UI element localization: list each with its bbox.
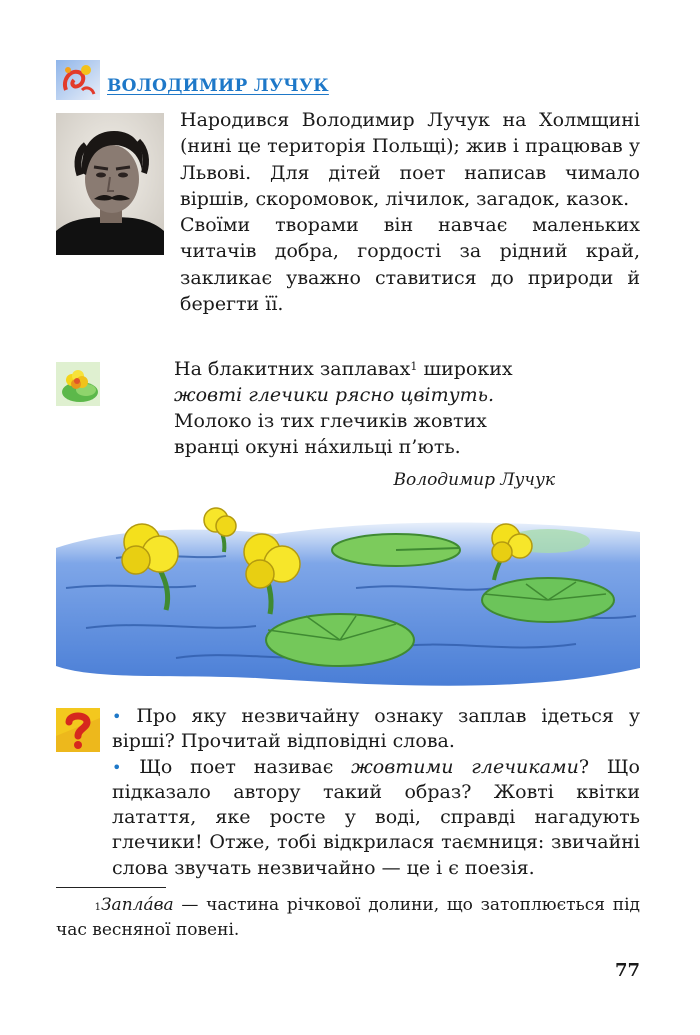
question-item	[112, 704, 640, 755]
poem-line-text: вранці окуні на	[174, 436, 329, 458]
poem-author: Володимир Лучук	[393, 470, 555, 490]
poem-line	[174, 434, 574, 460]
question-text: ? Що підказало автору такий образ? Жовті квітки латаття, яке росте у воді, справді нагадують глечики! Отже, тобі відкрилася таємниця: звичайні слова звучать незвичайно — це і є поезія.	[112, 755, 640, 879]
bullet-icon: •	[112, 707, 122, 726]
poem-line: Молоко із тих глечиків жовтих	[174, 410, 487, 432]
questions	[112, 704, 640, 881]
question-text: Про яку незвичайну ознаку заплав ідеться у вірші? Прочитай відповідні слова.	[112, 705, 640, 753]
question-item	[112, 755, 640, 881]
bio-paragraph: Народився Володимир Лучук на Холмщині (нині це територія Польщі); жив і працював у Львові. Для дітей поет написав чимало віршів, скоромовок, лічилок, загадок, казок.	[180, 109, 640, 210]
footnote-reference: 1	[410, 360, 418, 373]
poem-line-text: широких	[417, 358, 513, 380]
footnote-text-block	[56, 893, 640, 943]
water-lilies-illustration	[56, 498, 640, 690]
page-number: 77	[614, 960, 640, 981]
footnote-text: — частина річкової долини, що затоплюється під час весняної повені.	[56, 895, 640, 940]
footnote-divider	[56, 887, 166, 888]
poem	[174, 356, 574, 460]
decorative-ornament-icon	[56, 60, 100, 100]
question-emphasis: жовтими глечиками	[351, 755, 579, 778]
bullet-icon: •	[112, 757, 122, 777]
poem-line	[174, 356, 574, 382]
bio-paragraph: Своїми творами він навчає маленьких читачів добра, гордості за рідний край, закликає уважно ставитися до природи й берегти її.	[180, 214, 640, 316]
author-biography	[180, 107, 640, 317]
poem-line: жовті глечики рясно цвітуть.	[174, 384, 495, 406]
poem-line-text: хильці п’ють.	[328, 436, 461, 458]
page-title: ВОЛОДИМИР ЛУЧУК	[107, 76, 329, 96]
water-lily-icon	[56, 362, 100, 406]
footnote	[56, 893, 640, 943]
footnote-term: Заплáва	[100, 895, 174, 915]
footnote-number: 1	[94, 902, 101, 913]
question-mark-icon	[56, 708, 100, 752]
poem-line-text: На блакитних заплавах	[174, 358, 411, 380]
question-text: Що поет називає	[139, 755, 352, 778]
author-portrait	[56, 113, 164, 255]
